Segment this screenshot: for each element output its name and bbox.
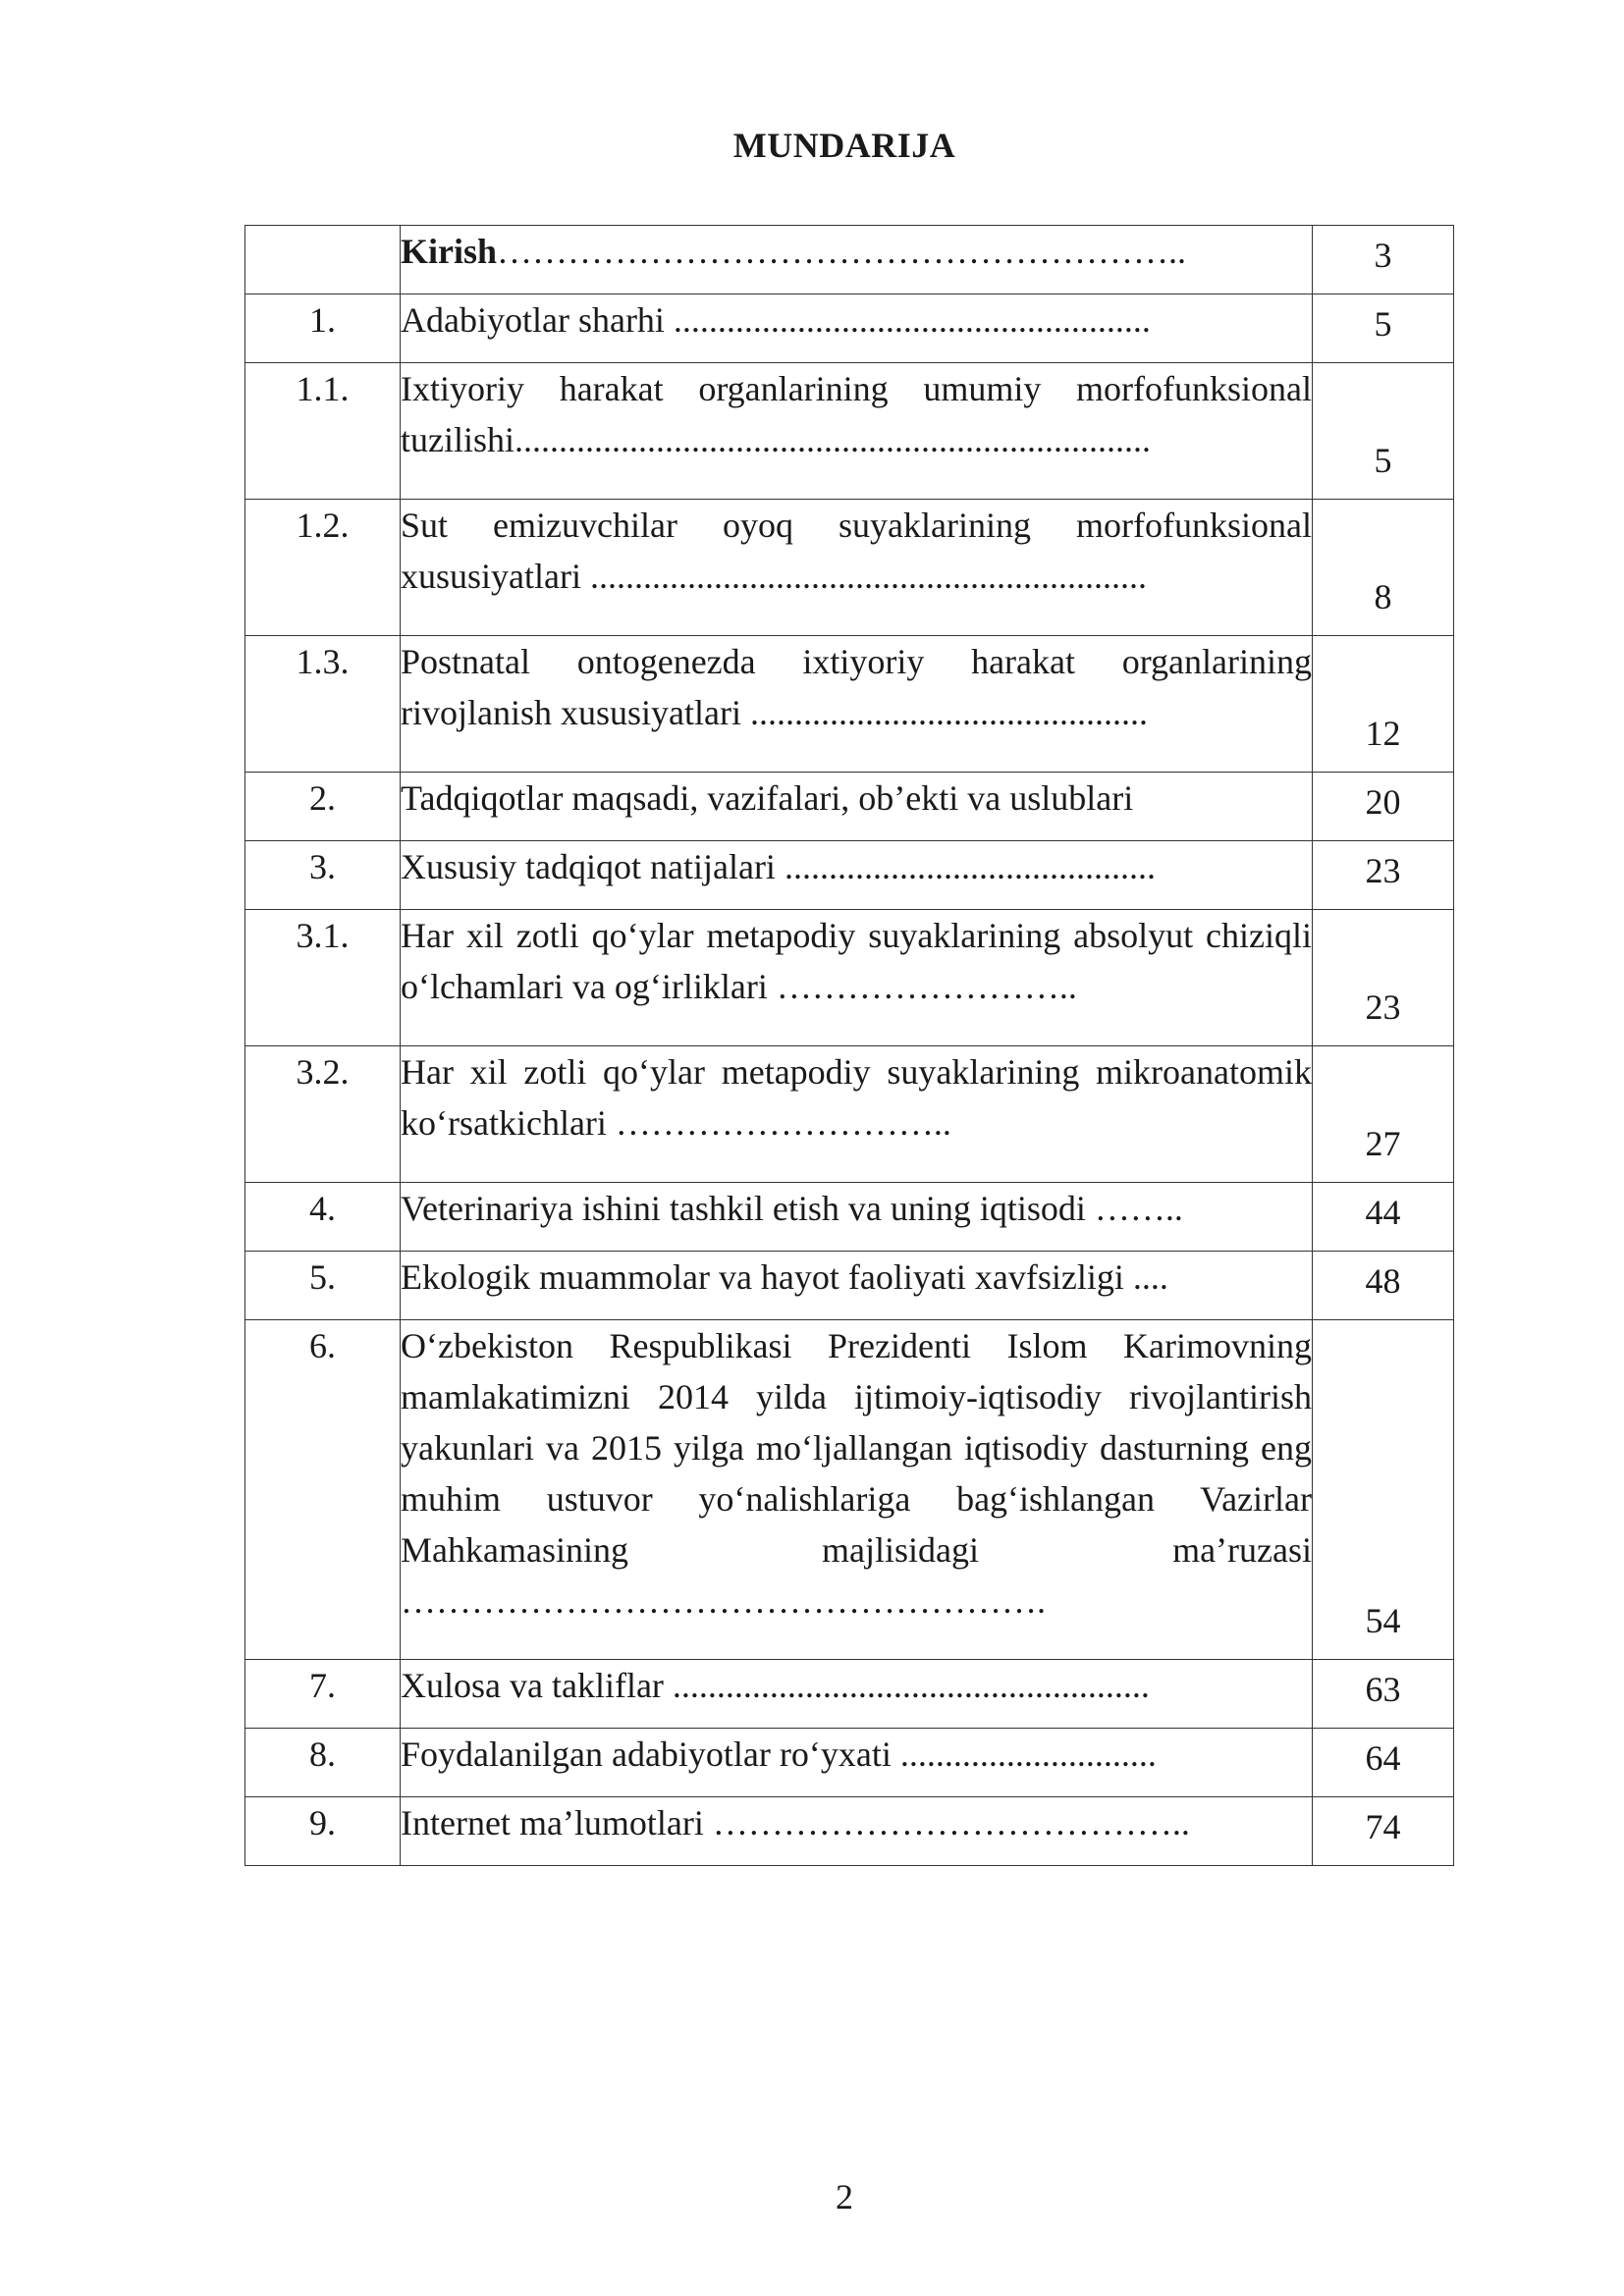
toc-page-number: 64 xyxy=(1365,1738,1401,1778)
toc-number: 2. xyxy=(245,773,401,841)
table-row xyxy=(245,1320,1454,1660)
table-row xyxy=(245,636,1454,773)
toc-title: Postnatal ontogenezda ixtiyoriy harakat organlarining rivojlanish xususiyatlari ............................................. xyxy=(401,636,1313,773)
toc-title: Veterinariya ishini tashkil etish va uning iqtisodi …….. xyxy=(401,1183,1313,1252)
toc-page xyxy=(1313,1729,1454,1797)
toc-page xyxy=(1313,363,1454,500)
toc-page xyxy=(1313,500,1454,636)
toc-number: 9. xyxy=(245,1797,401,1866)
toc-page xyxy=(1313,1660,1454,1729)
toc-title: Har xil zotli qo‘ylar metapodiy suyaklarining mikroanatomik ko‘rsatkichlari ……………………….. xyxy=(401,1046,1313,1183)
toc-title: O‘zbekiston Respublikasi Prezidenti Islom Karimovning mamlakatimizni 2014 yilda ijtimoiy-iqtisodiy rivojlantirish yakunlari va 2015 yilga mo‘ljallangan iqtisodiy dasturning eng muhim ustuvor yo‘nalishlariga bag‘ishlangan Vazirlar Mahkamasining majlisidagi ma’ruzasi ………………………………………………. xyxy=(401,1320,1313,1660)
table-row xyxy=(245,500,1454,636)
toc-page-number: 48 xyxy=(1365,1261,1401,1301)
toc-page-number: 23 xyxy=(1365,851,1401,890)
toc-number: 3. xyxy=(245,841,401,910)
toc-page xyxy=(1313,1046,1454,1183)
toc-leader: ………………………………………………….. xyxy=(497,232,1187,271)
page-number: 2 xyxy=(836,2177,853,2216)
toc-page-number: 8 xyxy=(1374,577,1392,616)
table-row xyxy=(245,1797,1454,1866)
toc-number xyxy=(245,226,401,294)
table-row xyxy=(245,1252,1454,1320)
toc-title: Sut emizuvchilar oyoq suyaklarining morfofunksional xususiyatlari ............................................................... xyxy=(401,500,1313,636)
toc-number: 1.1. xyxy=(245,363,401,500)
toc-page xyxy=(1313,226,1454,294)
toc-page-number: 63 xyxy=(1365,1670,1401,1709)
toc-number: 1. xyxy=(245,294,401,363)
toc-page xyxy=(1313,773,1454,841)
table-row xyxy=(245,1729,1454,1797)
toc-page-number: 12 xyxy=(1365,714,1401,753)
table-row xyxy=(245,294,1454,363)
toc-number: 1.3. xyxy=(245,636,401,773)
toc-number: 1.2. xyxy=(245,500,401,636)
toc-page-number: 74 xyxy=(1365,1807,1401,1846)
table-row xyxy=(245,363,1454,500)
toc-title: Adabiyotlar sharhi ...................................................... xyxy=(401,294,1313,363)
toc-title-text: Kirish xyxy=(401,232,498,271)
toc-number: 3.2. xyxy=(245,1046,401,1183)
page-title: MUNDARIJA xyxy=(732,126,956,165)
table-row xyxy=(245,773,1454,841)
toc-page xyxy=(1313,841,1454,910)
toc-title: Har xil zotli qo‘ylar metapodiy suyaklarining absolyut chiziqli o‘lchamlari va og‘irliklari …………………….. xyxy=(401,910,1313,1046)
toc-page xyxy=(1313,910,1454,1046)
toc-number: 7. xyxy=(245,1660,401,1729)
toc-number: 3.1. xyxy=(245,910,401,1046)
toc-page-number: 44 xyxy=(1365,1193,1401,1232)
toc-page xyxy=(1313,1797,1454,1866)
toc-title: Foydalanilgan adabiyotlar ro‘yxati ............................. xyxy=(401,1729,1313,1797)
table-row xyxy=(245,1183,1454,1252)
toc-page xyxy=(1313,1320,1454,1660)
table-row xyxy=(245,1660,1454,1729)
toc-page xyxy=(1313,1183,1454,1252)
toc-page-number: 54 xyxy=(1365,1601,1401,1640)
table-row xyxy=(245,226,1454,294)
table-row xyxy=(245,841,1454,910)
toc-page-number: 23 xyxy=(1365,988,1401,1027)
toc-title: Xulosa va takliflar ...................................................... xyxy=(401,1660,1313,1729)
toc-page-number: 5 xyxy=(1374,304,1392,344)
toc-title: Xususiy tadqiqot natijalari .......................................... xyxy=(401,841,1313,910)
toc-number: 8. xyxy=(245,1729,401,1797)
toc-page-number: 20 xyxy=(1365,782,1401,822)
toc-title: Tadqiqotlar maqsadi, vazifalari, ob’ekti va uslublari xyxy=(401,773,1313,841)
table-of-contents xyxy=(244,225,1454,1866)
toc-body xyxy=(245,226,1454,1866)
toc-page-number: 3 xyxy=(1374,236,1392,275)
toc-number: 6. xyxy=(245,1320,401,1660)
toc-title: Internet ma’lumotlari ………………………………….. xyxy=(401,1797,1313,1866)
toc-page xyxy=(1313,294,1454,363)
table-row xyxy=(245,910,1454,1046)
toc-page-number: 5 xyxy=(1374,441,1392,480)
toc-title xyxy=(401,226,1313,294)
toc-number: 4. xyxy=(245,1183,401,1252)
toc-page-number: 27 xyxy=(1365,1124,1401,1163)
toc-title: Ekologik muammolar va hayot faoliyati xavfsizligi .... xyxy=(401,1252,1313,1320)
toc-number: 5. xyxy=(245,1252,401,1320)
toc-page xyxy=(1313,1252,1454,1320)
toc-title: Ixtiyoriy harakat organlarining umumiy morfofunksional tuzilishi........................................................................ xyxy=(401,363,1313,500)
table-row xyxy=(245,1046,1454,1183)
toc-page xyxy=(1313,636,1454,773)
